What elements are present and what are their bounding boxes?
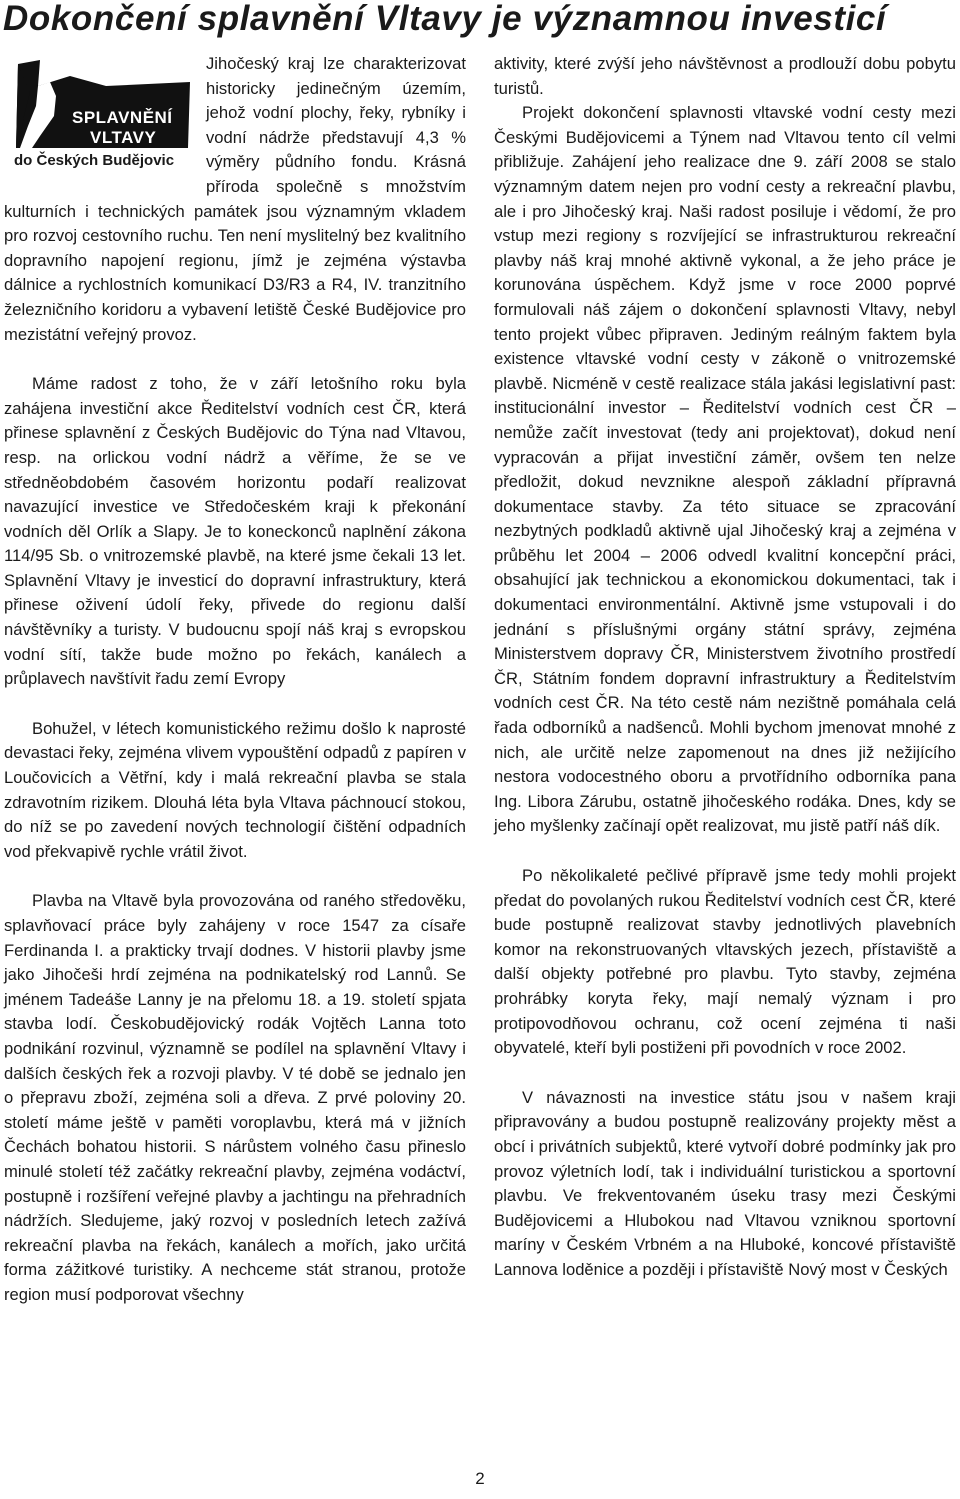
spacer bbox=[494, 1061, 956, 1086]
right-paragraph-3: Po několikaleté pečlivé přípravě jsme tedy mohli projekt předat do povolaných rukou Ředitelství vodních cest ČR, které bude postupně realizovat stavby jednotlivých plavebních komor na rekonstruovaných vltavských jezech, přístaviště a další objekty potřebné pro plavbu. Tyto stavby, zejména prohrábky koryta řeky, mají nemalý význam i pro protipovodňovou ochranu, což ocení zejména ti naši obyvatelé, kteří byli postiženi při povodních v roce 2002. bbox=[494, 866, 956, 1058]
spacer bbox=[4, 864, 466, 889]
spacer bbox=[4, 692, 466, 717]
left-paragraph-2: Máme radost z toho, že v září letošního roku byla zahájena investiční akce Ředitelství vodních cest ČR, která přinese splavnění z Českých Budějovic do Týna nad Vltavou, resp. na orlickou vodní nádrž a věříme, že se ve středněobdobém časovém horizontu podaří realizovat navazující investice ve Středočeském kraji k překonání vodních děl Orlík a Slapy. Je to koneckonců naplnění zákona 114/95 Sb. o vnitrozemské plavbě, na které jsme čekali 13 let. Splavnění Vltavy je investicí do dopravní infrastruktury, která přinese oživení údolí řeky, přivede do regionu další návštěvníky a turisty. V budoucnu spojí náš kraj s evropskou vodní sítí, takže bude možno po řekách, kanálech a průplavech navštívit řadu zemí Evropy bbox=[4, 374, 466, 689]
left-paragraph-3: Bohužel, v létech komunistického režimu došlo k naprosté devastaci řeky, zejména vlivem vypouštění odpadů z papíren v Loučovicích a Větřní, kdy i malá rekreační plavba se stala zdravotním rizikem. Dlouhá léta byla Vltava páchnoucí stokou, do níž se po zavedení nových technologií čištění odpadních vod překvapivě rychle vrátil život. bbox=[4, 718, 466, 861]
right-paragraph-2: Projekt dokončení splavnosti vltavské vodní cesty mezi Českými Budějovicemi a Týnem nad Vltavou tento cíl velmi přibližuje. Zahájení jeho realizace dne 9. září 2008 se stalo významným datem nejen pro vodní cesty a rekreační plavbu, ale i pro Jihočeský kraj. Naši radost posiluje i vědomí, že pro vstup mezi regiony s rozvíjející se infrastrukturou rekreační plavby náš kraj mnohé aktivně vykonal, a že jeho práce je korunována úspěchem. Když jsme v roce 2000 poprvé formulovali náš zájem o dokončení splavnosti Vltavy, nebyl tento projekt vůbec připraven. Jediným reálným faktem byla existence vltavské vodní cesty v zákoně o vnitrozemské plavbě. Nicméně v cestě realizace stála jakási legislativní past: institucionální investor – Ředitelství vodních cest ČR – nemůže začít investovat (tedy ani projektovat), dokud není vypracován a přijat investiční záměr, ovšem ten nelze předložit, dokud nevznikne alespoň základní přípravná dokumentace stavby. Za této situace se zpracování nezbytných podkladů aktivně ujal Jihočeský kraj a zejména v průběhu let 2004 – 2006 odvedl kvalitní koncepční práci, obsahující jak technickou a ekonomickou dokumentaci, tak i dokumentaci environmentální. Aktivně jsme vstupovali i do jednání s příslušnými orgány státní správy, zejména Ministerstvem dopravy ČR, Ministerstvem životního prostředí ČR, Státním fondem dopravní infrastruktury a Ředitelstvím vodních cest ČR. Na této cestě nám nezištně pomáhala celá řada odborníků a nadšenců. Mohli bychom jmenovat mnohé z nich, ale určitě nelze zapomenout na dnes již nežijícího nestora vodocestného oboru a prvotřídního odborníka pana Ing. Libora Zárubu, ostatně jihočeského rodáka. Dnes, kdy se jeho myšlenky začínají opět realizovat, mu jistě patří náš dík. bbox=[494, 103, 956, 836]
spacer bbox=[494, 839, 956, 864]
logo-line-1: SPLAVNĚNÍ bbox=[72, 108, 173, 127]
left-column bbox=[4, 52, 466, 1308]
right-paragraph-4: V návaznosti na investice státu jsou v našem kraji připravovány a budou postupně realizovány projekty měst a obcí i privátních subjektů, které vytvoří dobré podmínky jak pro provoz výletních lodí, tak i individuální turistickou a sportovní plavbu. Ve frekventovaném úseku trasy mezi Českými Budějovicemi a Hlubokou nad Vltavou vzniknou sportovní maríny v Českém Vrbném a na Hluboké, koncové přístaviště Lannova loděnice a později i přístaviště Nový most v Českých bbox=[494, 1087, 956, 1279]
spacer bbox=[4, 347, 466, 372]
right-paragraph-1: aktivity, které zvýší jeho návštěvnost a prodlouží dobu pobytu turistů. bbox=[494, 54, 956, 98]
logo-line-3: do Českých Budějovic bbox=[14, 152, 175, 169]
right-column bbox=[494, 52, 956, 1283]
left-paragraph-1: Jihočeský kraj lze charakterizovat historicky jedinečným územím, jehož vodní plochy, řeky, rybníky i vodní nádrže představují 4,3 % výměry půdního fondu. Krásná příroda společně s množstvím kulturních i technických památek jsou významným vkladem pro rozvoj cestovního ruchu. Ten není myslitelný bez kvalitního dopravního napojení regionu, jímž je zejména výstavba dálnice a rychlostních komunikací D3/R3 a R4, IV. tranzitního železničního koridoru a vybavení letiště České Budějovice pro mezistátní veřejný provoz. bbox=[4, 54, 466, 344]
page-title: Dokončení splavnění Vltavy je významnou investicí bbox=[3, 0, 887, 38]
page-number: 2 bbox=[475, 1469, 485, 1488]
logo-text bbox=[10, 56, 196, 186]
logo-line-2: VLTAVY bbox=[90, 128, 157, 147]
logo bbox=[10, 56, 196, 186]
left-paragraph-4: Plavba na Vltavě byla provozována od raného středověku, splavňovací práce byly zahájeny v roce 1547 za císaře Ferdinanda I. a prakticky trvají dodnes. V historii plavby jsme jako Jihočeši hrdí zejména na podnikatelský rod Lannů. Se jménem Tadeáše Lanny je na přelomu 18. a 19. století spjata stavba lodí. Českobudějovický rodák Vojtěch Lanna toto podnikání rozvinul, významně se podílel na splavnění Vltavy i dalších českých řek a rozvoji plavby. V té době se jednalo jen o přepravu zboží, zejména soli a dřeva. Z prvé poloviny 20. století máme ještě v paměti voroplavbu, která má v jižních Čechách bohatou historii. S nárůstem volného času přineslo minulé století též začátky rekreační plavby, zejména vodáctví, postupně i rozšíření veřejné plavby a jachtingu na přehradních nádržích. Sledujeme, jaký rozvoj v posledních letech zažívá rekreační plavba na řekách, kanálech a mořích, jako určitá forma zážitkové turistiky. A nechceme stát stranou, protože region musí podporovat všechny bbox=[4, 891, 466, 1304]
